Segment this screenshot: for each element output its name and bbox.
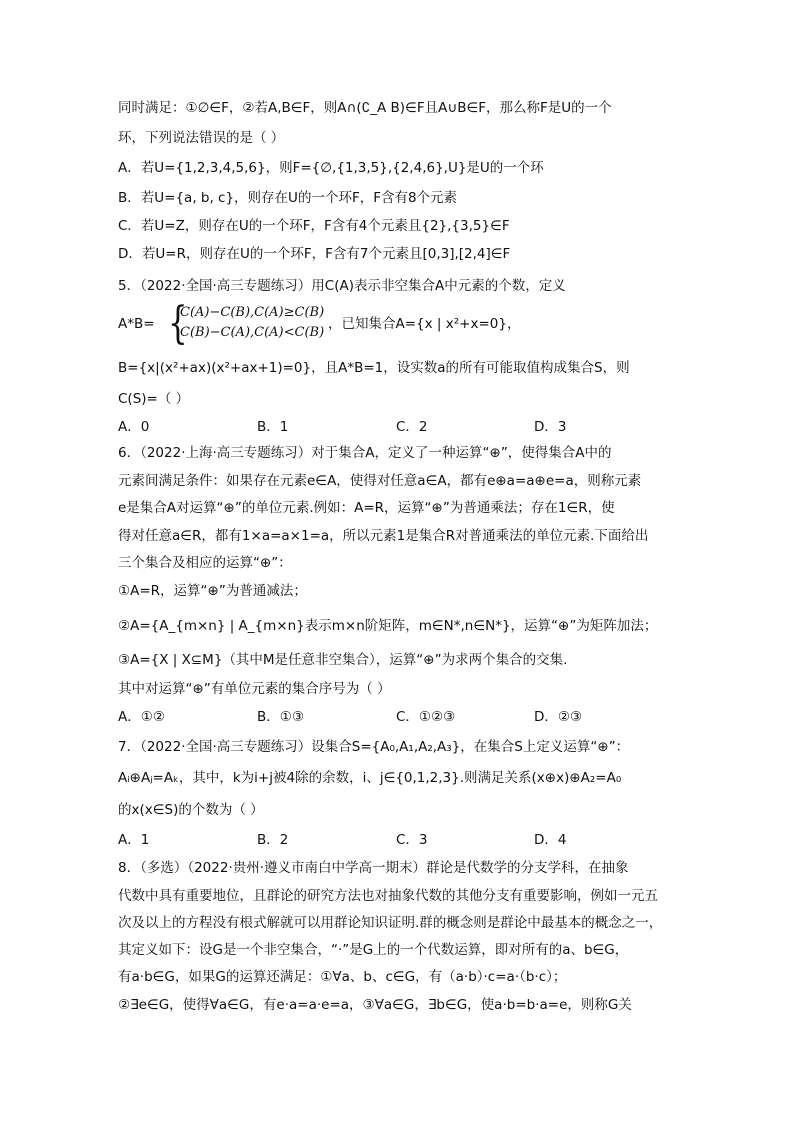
q5-option-d: D．3 bbox=[534, 419, 567, 435]
q8-line-3: 次及以上的方程没有根式解就可以用群论知识证明.群的概念则是群论中最基本的概念之一， bbox=[118, 915, 663, 931]
q4-line-2: 环，下列说法错误的是（ ） bbox=[118, 130, 285, 146]
q6-option-b: B．①③ bbox=[257, 709, 304, 725]
q5-piecewise-brace: { bbox=[168, 298, 188, 349]
q5-option-c: C．2 bbox=[396, 419, 428, 435]
q7-line-2: Aᵢ⊕Aⱼ=Aₖ，其中，k为i+j被4除的余数，i、j∈{0,1,2,3}.则满足关系(x⊕x)⊕A₂=A₀ bbox=[118, 770, 622, 786]
q5-case-2: C(B)−C(A),C(A)<C(B) bbox=[180, 325, 325, 340]
q5-def-prefix: A*B= bbox=[118, 316, 155, 332]
q8-line-2: 代数中具有重要地位，且群论的研究方法也对抽象代数的其他分支有重要影响，例如一元五 bbox=[118, 888, 658, 904]
q7-option-c: C．3 bbox=[396, 832, 428, 848]
q8-line-5: 有a·b∈G，如果G的运算还满足：①∀a、b、c∈G，有（a·b）·c=a·（b·c）； bbox=[118, 969, 567, 985]
q4-option-a: A．若U={1,2,3,4,5,6}，则F={∅,{1,3,5},{2,4,6},U}是U的一个环 bbox=[118, 160, 544, 176]
q6-ask: 其中对运算“⊕”有单位元素的集合序号为（ ） bbox=[118, 681, 391, 697]
q4-option-d: D．若U=R，则存在U的一个环F，F含有7个元素且[0,3],[2,4]∈F bbox=[118, 246, 511, 262]
q6-item-2: ②A={A_{m×n} | A_{m×n}表示m×n阶矩阵，m∈N*,n∈N*}，运算“⊕”为矩阵加法； bbox=[118, 618, 658, 634]
q7-option-d: D．4 bbox=[534, 832, 567, 848]
q5-line-1: 5．（2022·全国·高三专题练习）用C(A)表示非空集合A中元素的个数，定义 bbox=[118, 278, 566, 294]
q6-item-1: ①A=R，运算“⊕”为普通减法； bbox=[118, 583, 307, 599]
q6-options bbox=[118, 707, 678, 727]
q5-def-suffix: ，已知集合A={x | x²+x=0}， bbox=[328, 316, 521, 332]
q6-line-1: 6．（2022·上海·高三专题练习）对于集合A，定义了一种运算“⊕”，使得集合A中的 bbox=[118, 445, 612, 461]
q6-item-3: ③A={X | X⊆M}（其中M是任意非空集合），运算“⊕”为求两个集合的交集. bbox=[118, 652, 568, 668]
q5-line-3: B={x|(x²+ax)(x²+ax+1)=0}，且A*B=1，设实数a的所有可能取值构成集合S，则 bbox=[118, 360, 630, 376]
q7-option-b: B．2 bbox=[257, 832, 289, 848]
q7-option-a: A．1 bbox=[118, 832, 150, 848]
q6-line-2: 元素间满足条件：如果存在元素e∈A，使得对任意a∈A，都有e⊕a=a⊕e=a，则称元素 bbox=[118, 473, 642, 489]
q7-line-1: 7．（2022·全国·高三专题练习）设集合S={A₀,A₁,A₂,A₃}，在集合S上定义运算“⊕”： bbox=[118, 739, 630, 755]
q5-case-1: C(A)−C(B),C(A)≥C(B) bbox=[180, 305, 325, 320]
q5-options bbox=[118, 417, 678, 437]
q4-option-b: B．若U={a, b, c}，则存在U的一个环F，F含有8个元素 bbox=[118, 190, 458, 206]
q8-line-4: 其定义如下：设G是一个非空集合，“·”是G上的一个代数运算，即对所有的a、b∈G， bbox=[118, 942, 629, 958]
q6-line-3: e是集合A对运算“⊕”的单位元素.例如：A=R，运算“⊕”为普通乘法；存在1∈R，使 bbox=[118, 500, 615, 516]
q5-line-4: C(S)=（ ） bbox=[118, 391, 190, 407]
q6-option-a: A．①② bbox=[118, 709, 165, 725]
q5-option-b: B．1 bbox=[257, 419, 289, 435]
q6-line-5: 三个集合及相应的运算“⊕”： bbox=[118, 555, 292, 571]
q6-line-4: 得对任意a∈R，都有1×a=a×1=a，所以元素1是集合R对普通乘法的单位元素.下面给出 bbox=[118, 528, 649, 544]
q4-line-1: 同时满足：①∅∈F，②若A,B∈F，则A∩(∁_A B)∈F且A∪B∈F，那么称F是U的一个 bbox=[118, 100, 612, 116]
q8-line-1: 8．（多选）（2022·贵州·遵义市南白中学高一期末）群论是代数学的分支学科，在抽象 bbox=[118, 860, 629, 876]
q6-option-d: D．②③ bbox=[534, 709, 583, 725]
q4-option-c: C．若U=Z，则存在U的一个环F，F含有4个元素且{2},{3,5}∈F bbox=[118, 218, 510, 234]
q5-option-a: A．0 bbox=[118, 419, 150, 435]
q7-options bbox=[118, 830, 678, 850]
q6-option-c: C．①②③ bbox=[396, 709, 456, 725]
q8-line-6: ②∃e∈G，使得∀a∈G，有e·a=a·e=a，③∀a∈G，∃b∈G，使a·b=b·a=e，则称G关 bbox=[118, 997, 632, 1013]
q7-line-3: 的x(x∈S)的个数为（ ） bbox=[118, 802, 264, 818]
